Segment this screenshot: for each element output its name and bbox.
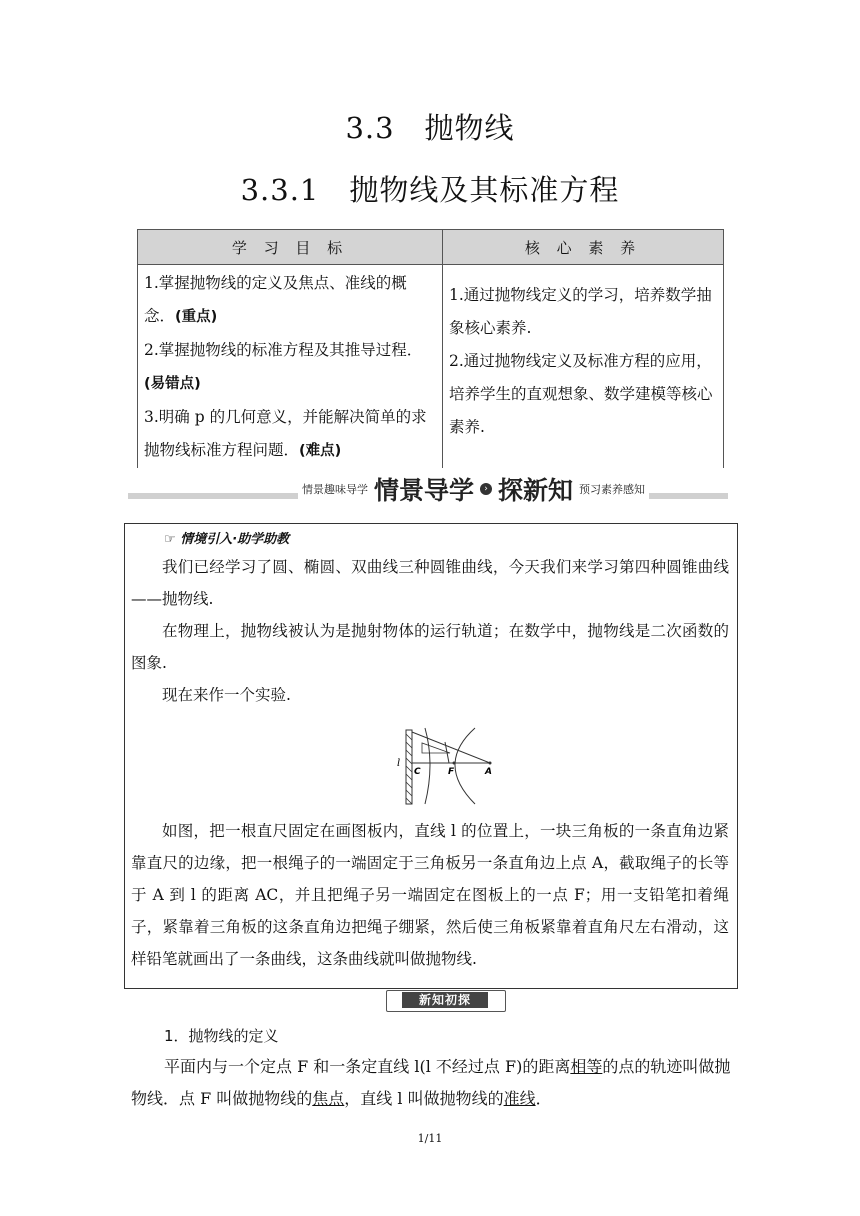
experiment-description <box>131 815 729 975</box>
arrow-circle-icon: › <box>480 483 492 495</box>
literacy-item: 2.通过抛物线定义及标准方程的应用，培养学生的直观想象、数学建模等核心素养. <box>449 352 713 436</box>
learning-goals <box>138 265 443 469</box>
banner-title-1: 情景导学 <box>374 476 475 505</box>
intro-paragraphs <box>131 551 729 711</box>
blank-equal: 相等 <box>570 1057 603 1076</box>
subsection-title: 3.3.1 抛物线及其标准方程 <box>240 173 620 207</box>
goal-item: 3.明确 p 的几何意义，并能解决简单的求抛物线标准方程问题．(难点) <box>144 408 427 459</box>
banner-title-2: 探新知 <box>498 476 574 505</box>
intro-heading: ☞ 情境引入·助学助教 <box>164 532 290 547</box>
goals-header-right: 核 心 素 养 <box>443 230 724 265</box>
definition-heading: 1．抛物线的定义 <box>164 1027 279 1045</box>
label-C: C <box>414 767 421 777</box>
label-F: F <box>448 767 455 777</box>
section-title: 3.3 抛物线 <box>345 111 515 145</box>
banner-right-text: 预习素养感知 <box>579 483 646 496</box>
parabola-experiment-figure <box>395 726 505 806</box>
literacy-item: 1.通过抛物线定义的学习，培养数学抽象核心素养. <box>449 286 712 337</box>
new-knowledge-tag: 新知初探 <box>402 992 488 1008</box>
intro-paragraph: 在物理上，抛物线被认为是抛射物体的运行轨道；在数学中，抛物线是二次函数的图象. <box>131 622 729 672</box>
label-l: l <box>397 758 401 769</box>
goal-item: 1.掌握抛物线的定义及焦点、准线的概念．(重点) <box>144 274 407 325</box>
label-A: A <box>485 767 492 777</box>
goals-table <box>137 229 724 468</box>
hand-pointer-icon: ☞ <box>164 532 176 547</box>
definition-text: 平面内与一个定点 F 和一条定直线 l(l 不经过点 F)的距离相等的点的轨迹叫做抛物线．点 F 叫做抛物线的焦点，直线 l 叫做抛物线的准线． <box>131 1057 731 1108</box>
intro-paragraph: 如图，把一根直尺固定在画图板内，直线 l 的位置上，一块三角板的一条直角边紧靠直尺的边缘，把一根绳子的一端固定于三角板另一条直角边上点 A，截取绳子的长等于 A 到 l 的距离 AC，并且把绳子另一端固定在图板上的一点 F；用一支铅笔扣着绳子，紧靠着三角板的这条直角边把绳子绷紧，然后使三角板紧靠着直角尺左右滑动，这样铅笔就画出了一条曲线，这条曲线就叫做抛物线. <box>131 822 729 968</box>
intro-paragraph: 现在来作一个实验. <box>162 686 291 704</box>
section-banner <box>298 474 649 504</box>
intro-paragraph: 我们已经学习了圆、椭圆、双曲线三种圆锥曲线，今天我们来学习第四种圆锥曲线——抛物线. <box>131 558 729 608</box>
goals-header-left: 学 习 目 标 <box>138 230 443 265</box>
blank-focus: 焦点 <box>312 1089 345 1108</box>
blank-directrix: 准线 <box>503 1089 536 1108</box>
banner-left-text: 情景趣味导学 <box>302 483 368 496</box>
goal-item: 2.掌握抛物线的标准方程及其推导过程．(易错点) <box>144 341 423 392</box>
core-literacy <box>443 265 724 469</box>
page-number: 1/11 <box>417 1132 443 1145</box>
